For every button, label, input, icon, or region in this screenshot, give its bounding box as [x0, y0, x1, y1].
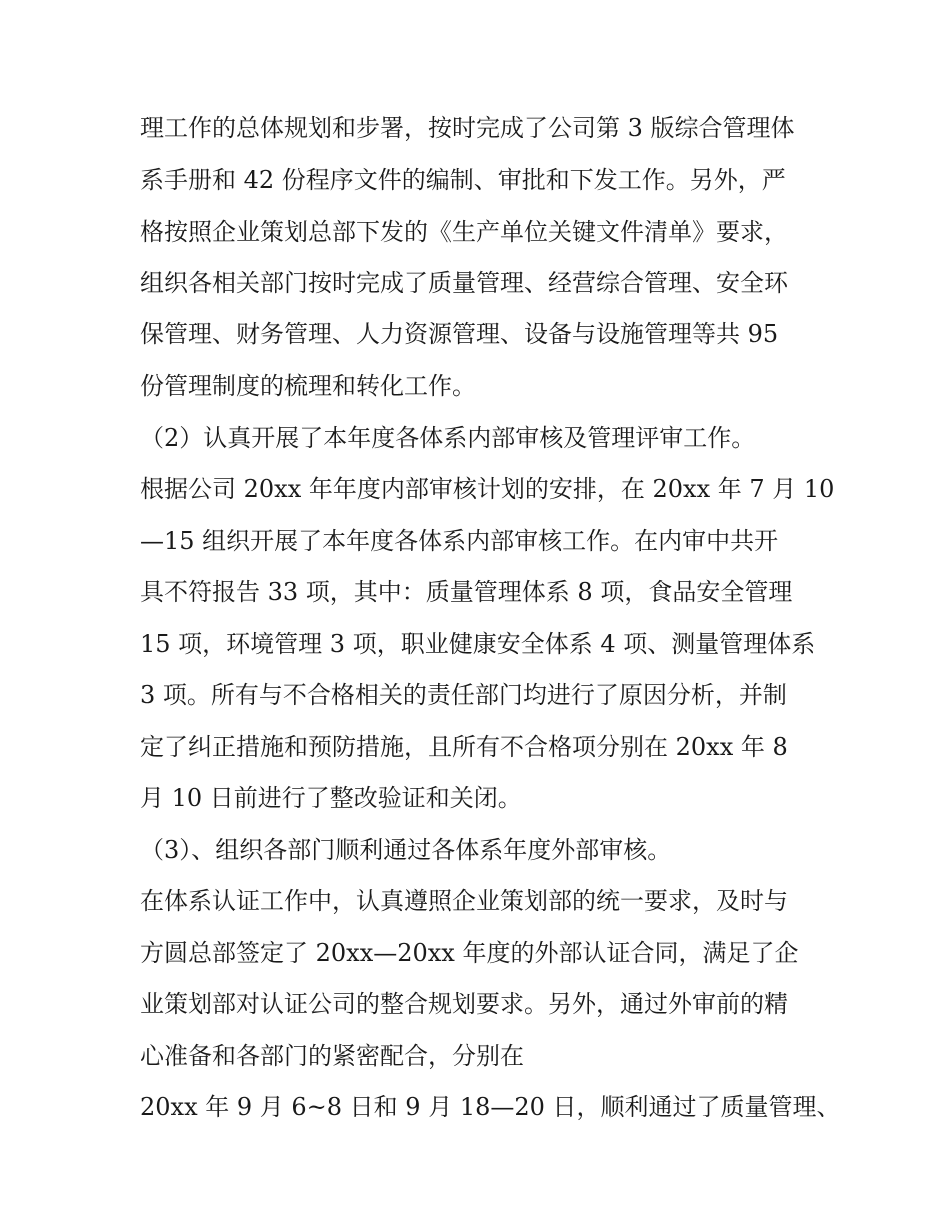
paragraph-line-19: 心准备和各部门的紧密配合，分别在 [140, 1042, 524, 1070]
paragraph-line-6: 份管理制度的梳理和转化工作。 [140, 372, 476, 400]
paragraph-line-13: 定了纠正措施和预防措施，且所有不合格项分别在 20xx 年 8 [140, 733, 788, 761]
paragraph-line-17: 方圆总部签定了 20xx—20xx 年度的外部认证合同，满足了企 [140, 939, 799, 967]
paragraph-line-2: 系手册和 42 份程序文件的编制、审批和下发工作。另外，严 [140, 166, 786, 194]
section-heading-2: （2）认真开展了本年度各体系内部审核及管理评审工作。 [140, 424, 756, 452]
paragraph-line-16: 在体系认证工作中，认真遵照企业策划部的统一要求，及时与 [140, 887, 788, 915]
paragraph-line-10: 具不符报告 33 项，其中：质量管理体系 8 项，食品安全管理 [140, 578, 793, 606]
paragraph-line-1: 理工作的总体规划和步署，按时完成了公司第 3 版综合管理体 [140, 114, 795, 142]
paragraph-line-9: —15 组织开展了本年度各体系内部审核工作。在内审中共开 [140, 527, 779, 555]
paragraph-line-5: 保管理、财务管理、人力资源管理、设备与设施管理等共 95 [140, 320, 779, 348]
paragraph-line-3: 格按照企业策划总部下发的《生产单位关键文件清单》要求， [140, 218, 788, 246]
paragraph-line-8: 根据公司 20xx 年年度内部审核计划的安排，在 20xx 年 7 月 10 [140, 475, 835, 503]
paragraph-line-4: 组织各相关部门按时完成了质量管理、经营综合管理、安全环 [140, 269, 788, 297]
paragraph-line-20: 20xx 年 9 月 6~8 日和 9 月 18—20 日，顺利通过了质量管理、 [140, 1093, 841, 1121]
paragraph-line-18: 业策划部对认证公司的整合规划要求。另外，通过外审前的精 [140, 990, 788, 1018]
paragraph-line-12: 3 项。所有与不合格相关的责任部门均进行了原因分析，并制 [140, 681, 787, 709]
section-heading-3: （3）、组织各部门顺利通过各体系年度外部审核。 [140, 836, 672, 864]
paragraph-line-11: 15 项，环境管理 3 项，职业健康安全体系 4 项、测量管理体系 [140, 630, 816, 658]
paragraph-line-14: 月 10 日前进行了整改验证和关闭。 [140, 784, 522, 812]
